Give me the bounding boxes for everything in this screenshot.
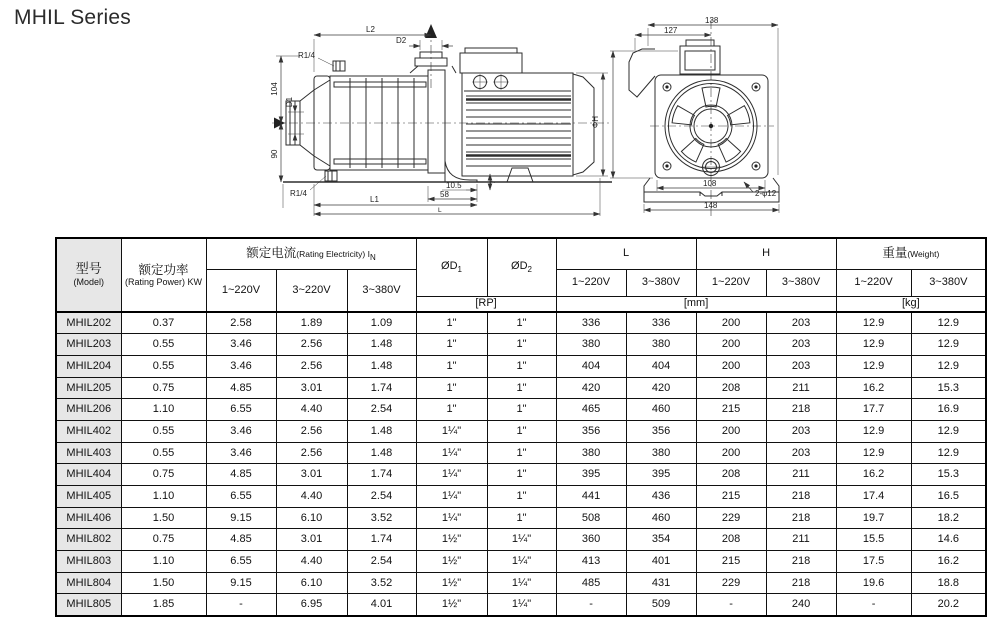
value-cell: 203 <box>766 334 836 356</box>
value-cell: 17.7 <box>836 399 911 421</box>
value-cell: 2.54 <box>347 551 416 573</box>
pump-side-view-drawing <box>270 16 630 228</box>
dimension-label: 127 <box>664 26 678 35</box>
value-cell: 17.5 <box>836 551 911 573</box>
model-cell: MHIL205 <box>56 377 121 399</box>
table-row <box>56 529 986 551</box>
value-cell: 16.2 <box>911 551 986 573</box>
header-d1-text: ØD <box>441 260 458 273</box>
corner-bolt-center <box>665 85 668 88</box>
plug-top <box>333 61 345 71</box>
header-d2-sub: 2 <box>527 265 532 275</box>
value-cell: 14.6 <box>911 529 986 551</box>
value-cell: 3.52 <box>347 572 416 594</box>
value-cell: 208 <box>696 464 766 486</box>
header-current-en: (Rating Electricity) I <box>296 248 370 259</box>
value-cell: 1.50 <box>121 572 206 594</box>
value-cell: 6.55 <box>206 551 276 573</box>
value-cell: 356 <box>556 420 626 442</box>
header-current <box>206 238 416 269</box>
value-cell: 1" <box>487 464 556 486</box>
spec-table-header <box>56 238 986 312</box>
value-cell: 395 <box>556 464 626 486</box>
value-cell: 1¼" <box>416 442 487 464</box>
value-cell: 203 <box>766 312 836 334</box>
value-cell: 229 <box>696 507 766 529</box>
value-cell: 229 <box>696 572 766 594</box>
value-cell: 20.2 <box>911 594 986 616</box>
lantern-flange <box>428 70 445 173</box>
dimension-label: 10.5 <box>446 181 462 190</box>
value-cell: 380 <box>626 334 696 356</box>
value-cell: 1" <box>487 486 556 508</box>
value-cell: 336 <box>556 312 626 334</box>
value-cell: 420 <box>556 377 626 399</box>
value-cell: 1" <box>416 355 487 377</box>
value-cell: 0.55 <box>121 334 206 356</box>
value-cell: 4.40 <box>276 399 347 421</box>
value-cell: 18.8 <box>911 572 986 594</box>
value-cell: 12.9 <box>911 312 986 334</box>
value-cell: 1.74 <box>347 464 416 486</box>
value-cell: 1" <box>487 420 556 442</box>
header-l-3-380: 3~380V <box>626 269 696 296</box>
value-cell: 1½" <box>416 572 487 594</box>
value-cell: 19.7 <box>836 507 911 529</box>
value-cell: 200 <box>696 420 766 442</box>
dimension-label: L <box>438 207 442 214</box>
dimension-label: R1/4 <box>298 51 315 60</box>
value-cell: 431 <box>626 572 696 594</box>
header-current-1-220: 1~220V <box>206 269 276 312</box>
value-cell: 1" <box>487 312 556 334</box>
value-cell: 19.6 <box>836 572 911 594</box>
front-view-svg <box>606 16 791 230</box>
terminal-box-lid <box>465 48 517 53</box>
value-cell: 15.3 <box>911 464 986 486</box>
tie-rod-top <box>334 82 426 87</box>
dimension-label: L2 <box>366 25 375 34</box>
value-cell: 12.9 <box>836 442 911 464</box>
value-cell: 0.55 <box>121 420 206 442</box>
value-cell: 4.85 <box>206 464 276 486</box>
header-current-3-220: 3~220V <box>276 269 347 312</box>
value-cell: 1.85 <box>121 594 206 616</box>
value-cell: 1" <box>487 399 556 421</box>
value-cell: - <box>206 594 276 616</box>
header-d1-sub: 1 <box>457 265 462 275</box>
value-cell: 16.2 <box>836 377 911 399</box>
value-cell: 4.85 <box>206 377 276 399</box>
header-weight-en: (Weight) <box>907 249 940 260</box>
dimension-label: 2-φ12 <box>755 189 777 198</box>
value-cell: 218 <box>766 486 836 508</box>
model-cell: MHIL805 <box>56 594 121 616</box>
value-cell: 203 <box>766 442 836 464</box>
table-row <box>56 420 986 442</box>
value-cell: 1" <box>487 355 556 377</box>
value-cell: 215 <box>696 551 766 573</box>
value-cell: 3.46 <box>206 334 276 356</box>
value-cell: 1.10 <box>121 551 206 573</box>
motor-bolt-left-cross <box>472 74 488 90</box>
value-cell: 1" <box>487 377 556 399</box>
value-cell: 6.95 <box>276 594 347 616</box>
value-cell: 3.01 <box>276 464 347 486</box>
value-cell: 1.74 <box>347 377 416 399</box>
value-cell: 1" <box>416 334 487 356</box>
value-cell: 380 <box>556 334 626 356</box>
model-cell: MHIL406 <box>56 507 121 529</box>
table-row <box>56 594 986 616</box>
value-cell: 203 <box>766 355 836 377</box>
value-cell: 215 <box>696 399 766 421</box>
value-cell: 1.10 <box>121 399 206 421</box>
value-cell: 16.9 <box>911 399 986 421</box>
table-row <box>56 377 986 399</box>
model-cell: MHIL804 <box>56 572 121 594</box>
dimension-label: 108 <box>703 179 717 188</box>
dimension-label: 138 <box>705 16 719 25</box>
value-cell: 1" <box>487 334 556 356</box>
plug-bottom-leader <box>310 176 326 190</box>
table-row <box>56 442 986 464</box>
value-cell: 6.55 <box>206 399 276 421</box>
value-cell: 1.74 <box>347 529 416 551</box>
value-cell: 354 <box>626 529 696 551</box>
value-cell: 460 <box>626 507 696 529</box>
dimension-label: ΦH <box>591 115 600 129</box>
header-d2 <box>487 238 556 296</box>
value-cell: 203 <box>766 420 836 442</box>
table-row <box>56 312 986 334</box>
value-cell: 1.48 <box>347 442 416 464</box>
support-foot <box>445 161 477 182</box>
model-cell: MHIL404 <box>56 464 121 486</box>
table-row <box>56 507 986 529</box>
value-cell: 485 <box>556 572 626 594</box>
value-cell: - <box>556 594 626 616</box>
header-d2-text: ØD <box>511 260 528 273</box>
header-w-1-220: 1~220V <box>836 269 911 296</box>
table-row <box>56 334 986 356</box>
value-cell: 1.48 <box>347 420 416 442</box>
value-cell: 465 <box>556 399 626 421</box>
value-cell: 12.9 <box>836 334 911 356</box>
header-w-3-380: 3~380V <box>911 269 986 296</box>
model-cell: MHIL403 <box>56 442 121 464</box>
value-cell: 16.2 <box>836 464 911 486</box>
value-cell: 12.9 <box>911 334 986 356</box>
model-cell: MHIL402 <box>56 420 121 442</box>
value-cell: 1.09 <box>347 312 416 334</box>
value-cell: 12.9 <box>911 442 986 464</box>
dimension-label: R1/4 <box>290 189 307 198</box>
unit-kg: [kg] <box>836 296 986 312</box>
value-cell: 3.52 <box>347 507 416 529</box>
discharge-bracket <box>629 49 655 97</box>
value-cell: 1" <box>416 312 487 334</box>
plug-top-ridges <box>336 61 340 71</box>
value-cell: 3.46 <box>206 420 276 442</box>
value-cell: 211 <box>766 377 836 399</box>
table-row <box>56 572 986 594</box>
value-cell: 460 <box>626 399 696 421</box>
model-cell: MHIL203 <box>56 334 121 356</box>
model-cell: MHIL803 <box>56 551 121 573</box>
header-h-1-220: 1~220V <box>696 269 766 296</box>
header-weight <box>836 238 986 269</box>
header-current-3-380: 3~380V <box>347 269 416 312</box>
hub-center <box>709 124 713 128</box>
unit-rp: [RP] <box>416 296 556 312</box>
table-row <box>56 486 986 508</box>
spec-table <box>55 237 987 617</box>
holes-leader <box>744 182 753 192</box>
value-cell: 441 <box>556 486 626 508</box>
model-cell: MHIL206 <box>56 399 121 421</box>
side-view-svg <box>270 16 630 228</box>
value-cell: 12.9 <box>911 355 986 377</box>
dimension-label: 58 <box>440 190 449 199</box>
value-cell: 9.15 <box>206 572 276 594</box>
dimension-label: 148 <box>704 201 718 210</box>
dimension-label: D2 <box>396 36 407 45</box>
value-cell: 240 <box>766 594 836 616</box>
header-d1 <box>416 238 487 296</box>
value-cell: 12.9 <box>836 355 911 377</box>
spec-table-body <box>56 312 986 616</box>
value-cell: 15.3 <box>911 377 986 399</box>
value-cell: 218 <box>766 507 836 529</box>
header-h-3-380: 3~380V <box>766 269 836 296</box>
value-cell: 356 <box>626 420 696 442</box>
inlet-flow-arrow-icon <box>274 118 285 129</box>
value-cell: 17.4 <box>836 486 911 508</box>
value-cell: 1¼" <box>487 572 556 594</box>
value-cell: 395 <box>626 464 696 486</box>
dimension-label: 104 <box>270 82 279 96</box>
value-cell: 6.55 <box>206 486 276 508</box>
model-cell: MHIL802 <box>56 529 121 551</box>
header-model-zh: 型号 <box>75 261 102 277</box>
value-cell: 2.56 <box>276 442 347 464</box>
model-cell: MHIL202 <box>56 312 121 334</box>
terminal-box <box>460 53 522 73</box>
outlet-flow-arrow-icon <box>425 24 437 38</box>
value-cell: 218 <box>766 551 836 573</box>
value-cell: 12.9 <box>836 312 911 334</box>
dimension-label: 7 <box>490 180 497 184</box>
value-cell: 3.01 <box>276 377 347 399</box>
terminal-box-lid-front <box>686 40 714 46</box>
value-cell: 215 <box>696 486 766 508</box>
value-cell: 16.5 <box>911 486 986 508</box>
value-cell: 6.10 <box>276 572 347 594</box>
value-cell: 4.01 <box>347 594 416 616</box>
value-cell: 380 <box>626 442 696 464</box>
corner-bolt-center <box>754 85 757 88</box>
value-cell: - <box>696 594 766 616</box>
value-cell: 0.75 <box>121 377 206 399</box>
value-cell: 4.40 <box>276 486 347 508</box>
header-model-en: (Model) <box>73 277 104 288</box>
value-cell: 1¼" <box>416 464 487 486</box>
plug-bottom-ridges <box>328 171 332 181</box>
value-cell: 1.10 <box>121 486 206 508</box>
value-cell: 1" <box>416 377 487 399</box>
value-cell: 2.56 <box>276 420 347 442</box>
value-cell: 1.50 <box>121 507 206 529</box>
value-cell: 218 <box>766 399 836 421</box>
value-cell: 18.2 <box>911 507 986 529</box>
value-cell: 509 <box>626 594 696 616</box>
value-cell: 12.9 <box>911 420 986 442</box>
header-power <box>121 238 206 312</box>
value-cell: 360 <box>556 529 626 551</box>
value-cell: 0.75 <box>121 529 206 551</box>
value-cell: 0.75 <box>121 464 206 486</box>
value-cell: 208 <box>696 377 766 399</box>
value-cell: 404 <box>626 355 696 377</box>
value-cell: 413 <box>556 551 626 573</box>
value-cell: 2.56 <box>276 355 347 377</box>
value-cell: 1¼" <box>487 529 556 551</box>
value-cell: 436 <box>626 486 696 508</box>
table-row <box>56 355 986 377</box>
header-model <box>56 238 121 312</box>
value-cell: 4.85 <box>206 529 276 551</box>
value-cell: 2.54 <box>347 399 416 421</box>
header-weight-zh: 重量 <box>882 246 908 261</box>
header-power-en: (Rating Power) KW <box>124 277 203 288</box>
value-cell: 4.40 <box>276 551 347 573</box>
value-cell: 9.15 <box>206 507 276 529</box>
header-l-1-220: 1~220V <box>556 269 626 296</box>
dimension-label: L1 <box>370 195 379 204</box>
dimension-label: 90 <box>270 149 279 159</box>
value-cell: 15.5 <box>836 529 911 551</box>
value-cell: 1¼" <box>416 486 487 508</box>
value-cell: 200 <box>696 442 766 464</box>
value-cell: 1.89 <box>276 312 347 334</box>
ext-line <box>610 51 678 178</box>
motor-fin-bands <box>466 100 571 156</box>
value-cell: 1¼" <box>487 551 556 573</box>
value-cell: 0.55 <box>121 355 206 377</box>
model-cell: MHIL204 <box>56 355 121 377</box>
value-cell: - <box>836 594 911 616</box>
value-cell: 1" <box>487 442 556 464</box>
page-title: MHIL Series <box>14 6 131 29</box>
value-cell: 211 <box>766 529 836 551</box>
table-row <box>56 464 986 486</box>
value-cell: 1½" <box>416 551 487 573</box>
plug-bottom <box>325 171 337 181</box>
value-cell: 1¼" <box>416 420 487 442</box>
terminal-box-inner <box>685 51 715 70</box>
value-cell: 3.46 <box>206 355 276 377</box>
value-cell: 2.58 <box>206 312 276 334</box>
value-cell: 1.48 <box>347 334 416 356</box>
table-row <box>56 551 986 573</box>
value-cell: 1.48 <box>347 355 416 377</box>
corner-bolt-center <box>754 164 757 167</box>
pump-front-view-drawing <box>606 16 791 230</box>
value-cell: 380 <box>556 442 626 464</box>
value-cell: 336 <box>626 312 696 334</box>
dimension-label: D1 <box>285 96 294 108</box>
model-cell: MHIL405 <box>56 486 121 508</box>
header-h: H <box>696 238 836 269</box>
value-cell: 420 <box>626 377 696 399</box>
corner-bolt-center <box>665 164 668 167</box>
header-current-sub: N <box>369 252 376 262</box>
header-current-zh: 额定电流 <box>246 245 297 260</box>
plug-top-leader <box>318 58 334 66</box>
ext-line <box>648 28 778 175</box>
value-cell: 12.9 <box>836 420 911 442</box>
value-cell: 1½" <box>416 594 487 616</box>
value-cell: 508 <box>556 507 626 529</box>
value-cell: 404 <box>556 355 626 377</box>
value-cell: 208 <box>696 529 766 551</box>
header-l: L <box>556 238 696 269</box>
value-cell: 2.54 <box>347 486 416 508</box>
value-cell: 6.10 <box>276 507 347 529</box>
value-cell: 1¼" <box>416 507 487 529</box>
value-cell: 1" <box>416 399 487 421</box>
value-cell: 218 <box>766 572 836 594</box>
value-cell: 200 <box>696 334 766 356</box>
motor-foot <box>507 168 533 182</box>
value-cell: 0.55 <box>121 442 206 464</box>
unit-mm: [mm] <box>556 296 836 312</box>
value-cell: 1½" <box>416 529 487 551</box>
header-power-zh: 额定功率 <box>138 262 189 277</box>
motor-bolt-right-cross <box>493 74 509 90</box>
value-cell: 200 <box>696 312 766 334</box>
value-cell: 1¼" <box>487 594 556 616</box>
value-cell: 2.56 <box>276 334 347 356</box>
table-row <box>56 399 986 421</box>
value-cell: 1" <box>487 507 556 529</box>
value-cell: 3.46 <box>206 442 276 464</box>
value-cell: 3.01 <box>276 529 347 551</box>
value-cell: 401 <box>626 551 696 573</box>
value-cell: 200 <box>696 355 766 377</box>
value-cell: 211 <box>766 464 836 486</box>
value-cell: 0.37 <box>121 312 206 334</box>
tie-rod-bottom <box>334 159 426 164</box>
